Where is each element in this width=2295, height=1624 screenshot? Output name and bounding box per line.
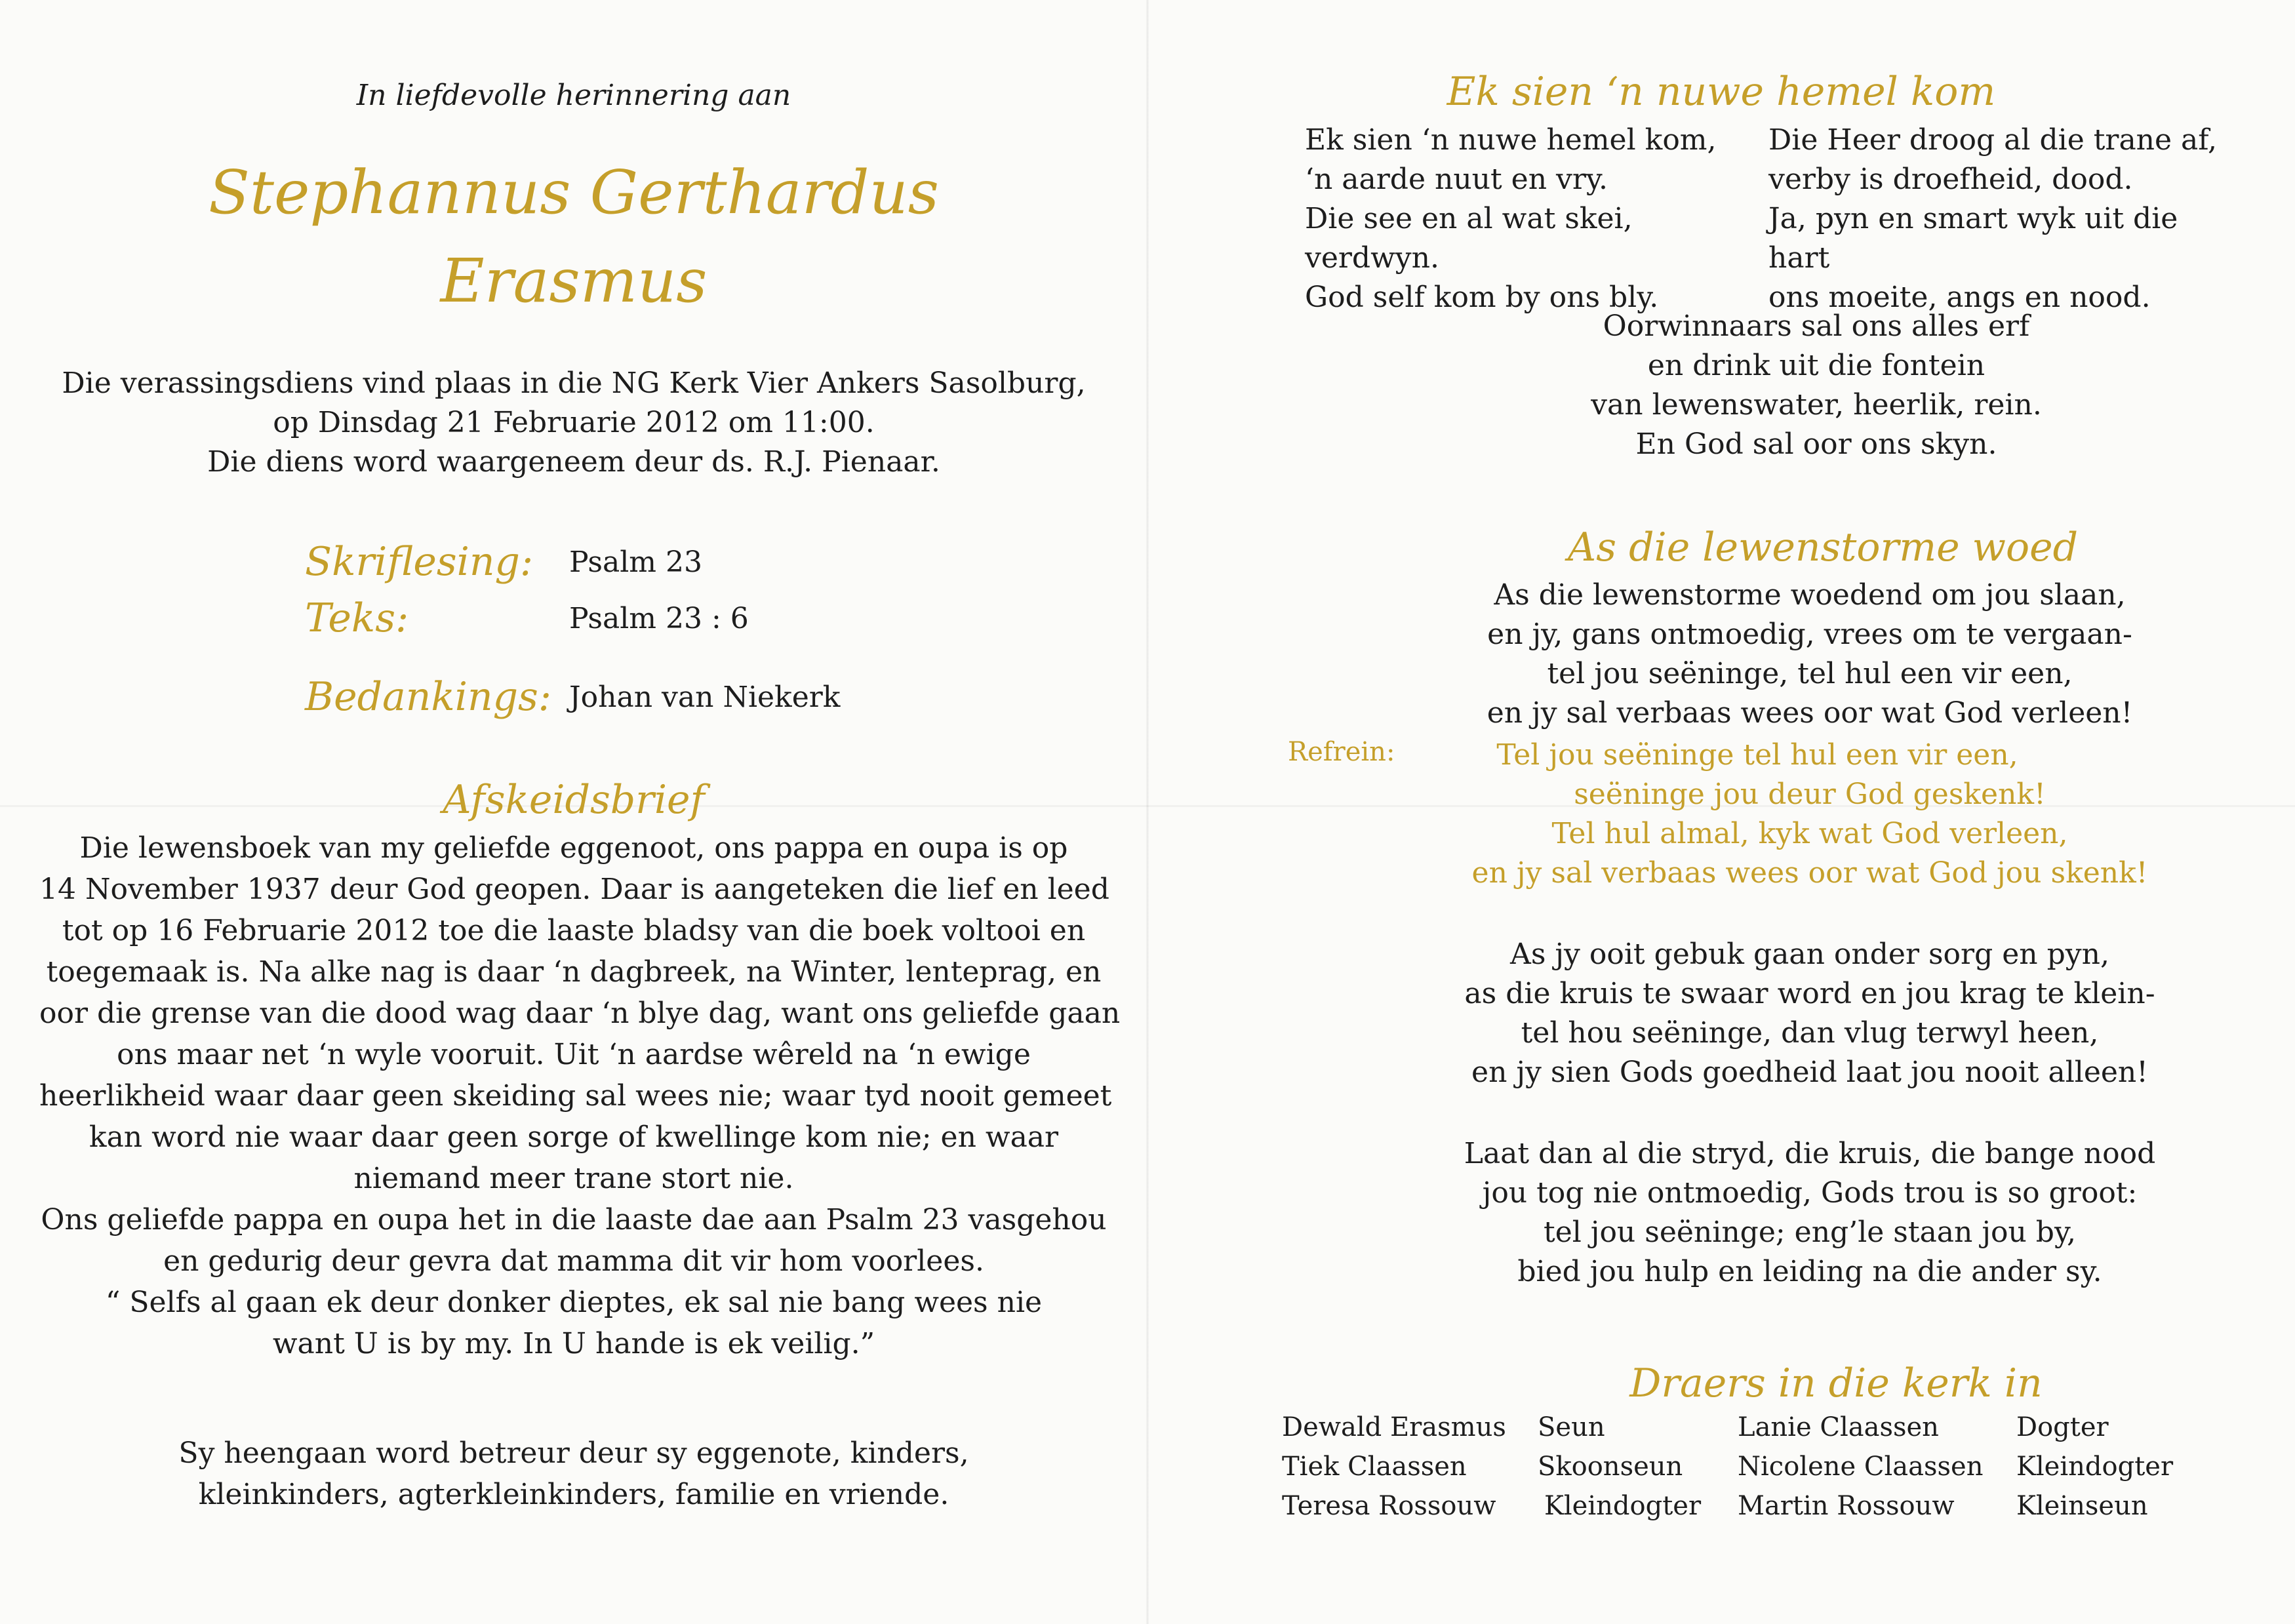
service-line: Die verassingsdiens vind plaas in die NG Kerk Vier Ankers Sasolburg,: [62, 366, 1086, 400]
song-line: En God sal oor ons skyn.: [1635, 427, 1997, 461]
song-line: God self kom by ons bly.: [1305, 281, 1659, 314]
refrain-label: Refrein:: [1288, 737, 1395, 767]
song2-verse2: [1403, 935, 2216, 1092]
right-page: [1148, 0, 2295, 1624]
bearer-name: Nicolene Claassen: [1738, 1452, 1984, 1482]
bearer-relation: Kleinseun: [2016, 1491, 2148, 1521]
farewell-line: ons maar net ‘n wyle vooruit. Uit ‘n aardse wêreld na ‘n ewige: [117, 1038, 1031, 1071]
farewell-line: oor die grense van die dood wag daar ‘n blye dag, want ons geliefde gaan: [39, 997, 1121, 1030]
farewell-line: kan word nie waar daar geen sorge of kwellinge kom nie; en waar: [89, 1120, 1059, 1154]
survivors-text: [0, 1433, 1148, 1515]
scripture-value: Psalm 23: [569, 545, 703, 579]
song2-verse1: [1403, 576, 2216, 733]
song1-column-left: [1305, 121, 1725, 317]
text-value: Psalm 23 : 6: [569, 602, 749, 635]
song-line: en drink uit die fontein: [1647, 349, 1986, 382]
bearer-relation: Seun: [1538, 1412, 1605, 1442]
song-line: en jy sal verbaas wees oor wat God verleen!: [1487, 696, 2133, 730]
service-info: [0, 364, 1148, 482]
song-line: tel jou seëninge, tel hul een vir een,: [1547, 657, 2073, 690]
survivor-line: kleinkinders, agterkleinkinders, familie en vriende.: [198, 1478, 949, 1511]
song-line: Die see en al wat skei, verdwyn.: [1305, 202, 1633, 275]
deceased-name-line1: Stephannus Gerthardus: [209, 157, 939, 228]
refrain-line: seëninge jou deur God geskenk!: [1574, 778, 2046, 811]
bearers-relations-col2: [2016, 1408, 2213, 1526]
song-line: tel hou seëninge, dan vlug terwyl heen,: [1521, 1016, 2099, 1050]
deceased-name-line2: Erasmus: [440, 246, 708, 316]
song-line: bied jou hulp en leiding na die ander sy.: [1517, 1255, 2102, 1288]
song-line: en jy, gans ontmoedig, vrees om te vergaan-: [1487, 618, 2132, 651]
thanks-label: Bedankings:: [305, 674, 552, 720]
farewell-line: 14 November 1937 deur God geopen. Daar is aangeteken die lief en leed: [39, 873, 1109, 906]
song-line: Oorwinnaars sal ons alles erf: [1603, 309, 2030, 343]
song1-title: Ek sien ‘n nuwe hemel kom: [1447, 69, 1996, 115]
song-line: As die lewenstorme woedend om jou slaan,: [1494, 578, 2126, 612]
farewell-line: want U is by my. In U hande is ek veilig.”: [272, 1327, 875, 1360]
song1-stanza: [1502, 307, 2131, 464]
bearers-relations-col1: [1538, 1408, 1708, 1526]
farewell-line: Ons geliefde pappa en oupa het in die laaste dae aan Psalm 23 vasgehou: [41, 1203, 1107, 1237]
farewell-title: Afskeidsbrief: [443, 777, 705, 823]
refrain-line: en jy sal verbaas wees oor wat God jou skenk!: [1471, 856, 2148, 890]
bearer-relation: Kleindogter: [1544, 1491, 1702, 1521]
text-label: Teks:: [305, 595, 409, 641]
bearers-names-col1: [1282, 1408, 1505, 1526]
bearers-names-col2: [1738, 1408, 2000, 1526]
bearer-relation: Skoonseun: [1538, 1452, 1683, 1482]
service-line: op Dinsdag 21 Februarie 2012 om 11:00.: [273, 406, 875, 439]
song-line: Ek sien ‘n nuwe hemel kom,: [1305, 123, 1717, 157]
bearer-name: Lanie Claassen: [1738, 1412, 1939, 1442]
song-line: ons moeite, angs en nood.: [1768, 281, 2151, 314]
song-line: Die Heer droog al die trane af,: [1768, 123, 2217, 157]
bearer-name: Martin Rossouw: [1738, 1491, 1955, 1521]
survivor-line: Sy heengaan word betreur deur sy eggenote, kinders,: [178, 1436, 969, 1470]
farewell-line: tot op 16 Februarie 2012 toe die laaste bladsy van die boek voltooi en: [62, 914, 1086, 947]
refrain-line: Tel hul almal, kyk wat God verleen,: [1551, 817, 2068, 850]
refrain: [1403, 736, 2216, 893]
farewell-line: heerlikheid waar daar geen skeiding sal wees nie; waar tyd nooit gemeet: [39, 1079, 1112, 1113]
bearer-name: Teresa Rossouw: [1282, 1491, 1496, 1521]
thanks-value: Johan van Niekerk: [569, 681, 841, 714]
song2-title: As die lewenstorme woed: [1567, 525, 2079, 570]
farewell-line: en gedurig deur gevra dat mamma dit vir hom voorlees.: [163, 1244, 984, 1278]
farewell-line: niemand meer trane stort nie.: [353, 1162, 794, 1195]
song-line: as die kruis te swaar word en jou krag te klein-: [1464, 977, 2155, 1010]
song-line: jou tog nie ontmoedig, Gods trou is so groot:: [1482, 1176, 2138, 1210]
bearer-relation: Kleindogter: [2016, 1452, 2174, 1482]
in-memory-heading: In liefdevolle herinnering aan: [356, 79, 791, 112]
song1-column-right: [1768, 121, 2227, 317]
song2-verse3: [1403, 1134, 2216, 1292]
bearer-relation: Dogter: [2016, 1412, 2109, 1442]
bearer-name: Tiek Claassen: [1282, 1452, 1467, 1482]
scripture-label: Skriflesing:: [305, 539, 534, 585]
bearer-name: Dewald Erasmus: [1282, 1412, 1506, 1442]
song-line: As jy ooit gebuk gaan onder sorg en pyn,: [1510, 938, 2109, 971]
refrain-line: Tel jou seëninge tel hul een vir een,: [1496, 738, 2018, 772]
song-line: verby is droefheid, dood.: [1768, 163, 2133, 196]
farewell-letter: [39, 827, 1121, 1364]
farewell-line: “ Selfs al gaan ek deur donker dieptes, ek sal nie bang wees nie: [105, 1286, 1043, 1319]
farewell-line: Die lewensboek van my geliefde eggenoot, ons pappa en oupa is op: [79, 831, 1068, 865]
bearers-title: Draers in die kerk in: [1629, 1360, 2043, 1406]
song-line: Laat dan al die stryd, die kruis, die bange nood: [1464, 1137, 2156, 1170]
service-line: Die diens word waargeneem deur ds. R.J. Pienaar.: [207, 445, 940, 479]
song-line: Ja, pyn en smart wyk uit die hart: [1768, 202, 2178, 275]
song-line: tel jou seëninge; eng’le staan jou by,: [1544, 1216, 2076, 1249]
song-line: van lewenswater, heerlik, rein.: [1591, 388, 2042, 422]
farewell-line: toegemaak is. Na alke nag is daar ‘n dagbreek, na Winter, lenteprag, en: [46, 955, 1102, 989]
song-line: en jy sien Gods goedheid laat jou nooit alleen!: [1471, 1056, 2148, 1089]
song-line: ‘n aarde nuut en vry.: [1305, 163, 1608, 196]
